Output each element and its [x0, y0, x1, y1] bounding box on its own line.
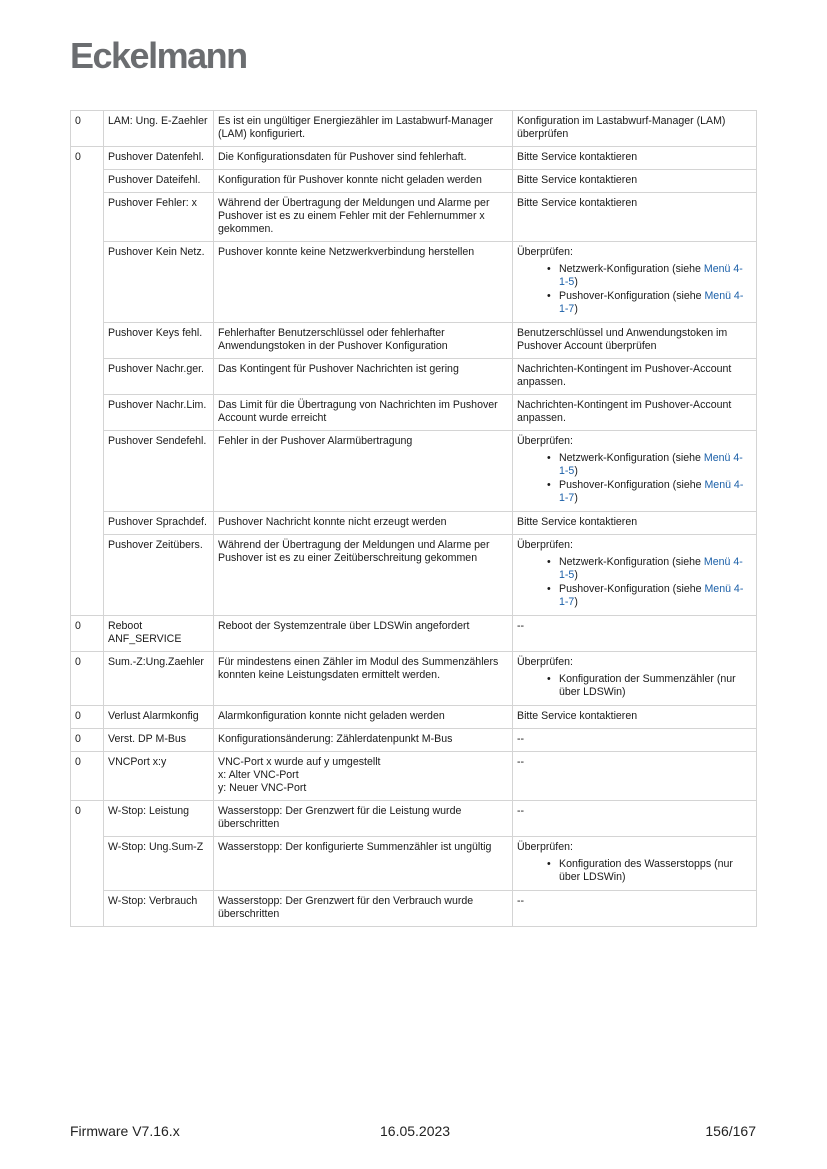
- cell-action: [513, 431, 757, 512]
- cell-message: Pushover Sprachdef.: [104, 512, 214, 535]
- cell-action: --: [513, 729, 757, 752]
- action-intro: Überprüfen:: [517, 246, 573, 258]
- cell-action: --: [513, 752, 757, 801]
- menu-link[interactable]: Menü 4-1-7: [559, 290, 744, 315]
- cell-message: Pushover Dateifehl.: [104, 170, 214, 193]
- table-row: [71, 729, 757, 752]
- cell-action: [513, 837, 757, 891]
- cell-action: --: [513, 891, 757, 927]
- table-row: [71, 395, 757, 431]
- cell-code: 0: [71, 147, 104, 616]
- cell-message: Pushover Datenfehl.: [104, 147, 214, 170]
- cell-description: Fehler in der Pushover Alarmübertragung: [214, 431, 513, 512]
- cell-description: Wasserstopp: Der Grenzwert für die Leistung wurde überschritten: [214, 801, 513, 837]
- description-line: y: Neuer VNC-Port: [218, 782, 307, 794]
- description-line: VNC-Port x wurde auf y umgestellt: [218, 756, 381, 768]
- cell-description: Reboot der Systemzentrale über LDSWin angefordert: [214, 616, 513, 652]
- cell-action: --: [513, 616, 757, 652]
- check-item: • Pushover-Konfiguration (siehe Menü 4-1-7): [559, 290, 752, 316]
- cell-description: Pushover Nachricht konnte nicht erzeugt werden: [214, 512, 513, 535]
- check-item-text: Pushover-Konfiguration: [559, 479, 670, 491]
- cell-message: Pushover Kein Netz.: [104, 242, 214, 323]
- cell-action: --: [513, 801, 757, 837]
- check-item-text: Konfiguration der Summenzähler (nur über LDSWin): [559, 673, 736, 698]
- cell-action: Bitte Service kontaktieren: [513, 706, 757, 729]
- table-row: [71, 359, 757, 395]
- cell-message: VNCPort x:y: [104, 752, 214, 801]
- check-item: • Pushover-Konfiguration (siehe Menü 4-1-7): [559, 583, 752, 609]
- cell-action: [513, 652, 757, 706]
- check-list: [517, 556, 752, 609]
- table-row: [71, 706, 757, 729]
- table-row: [71, 147, 757, 170]
- check-item-text: Netzwerk-Konfiguration: [559, 556, 670, 568]
- check-item: [559, 673, 752, 699]
- table-row: [71, 170, 757, 193]
- cell-action: Bitte Service kontaktieren: [513, 512, 757, 535]
- cell-code: 0: [71, 616, 104, 652]
- cell-message: Pushover Zeitübers.: [104, 535, 214, 616]
- cell-message: Pushover Keys fehl.: [104, 323, 214, 359]
- cell-message: Pushover Sendefehl.: [104, 431, 214, 512]
- cell-description: Pushover konnte keine Netzwerkverbindung herstellen: [214, 242, 513, 323]
- cell-description: Es ist ein ungültiger Energiezähler im Lastabwurf-Manager (LAM) konfiguriert.: [214, 111, 513, 147]
- cell-message: Reboot ANF_SERVICE: [104, 616, 214, 652]
- cell-code: 0: [71, 729, 104, 752]
- check-item: • Netzwerk-Konfiguration (siehe Menü 4-1-5): [559, 556, 752, 582]
- cell-description: Konfiguration für Pushover konnte nicht geladen werden: [214, 170, 513, 193]
- cell-action: Bitte Service kontaktieren: [513, 147, 757, 170]
- cell-action: [513, 242, 757, 323]
- link-prefix: (siehe: [672, 479, 702, 491]
- check-list: [517, 858, 752, 884]
- check-list: [517, 452, 752, 505]
- cell-message: Pushover Fehler: x: [104, 193, 214, 242]
- cell-message: W-Stop: Ung.Sum-Z: [104, 837, 214, 891]
- description-line: x: Alter VNC-Port: [218, 769, 299, 781]
- table-row: [71, 752, 757, 801]
- cell-code: 0: [71, 801, 104, 927]
- link-prefix: (siehe: [672, 452, 701, 464]
- action-intro: Überprüfen:: [517, 656, 573, 668]
- link-prefix: (siehe: [672, 290, 702, 302]
- cell-description: Wasserstopp: Der Grenzwert für den Verbrauch wurde überschritten: [214, 891, 513, 927]
- table-row: [71, 111, 757, 147]
- cell-message: LAM: Ung. E-Zaehler: [104, 111, 214, 147]
- menu-link[interactable]: Menü 4-1-5: [559, 556, 743, 581]
- cell-action: Nachrichten-Kontingent im Pushover-Account anpassen.: [513, 395, 757, 431]
- cell-action: Bitte Service kontaktieren: [513, 170, 757, 193]
- check-item-text: Netzwerk-Konfiguration: [559, 263, 670, 275]
- check-item-text: Netzwerk-Konfiguration: [559, 452, 670, 464]
- cell-message: Sum.-Z:Ung.Zaehler: [104, 652, 214, 706]
- check-item: • Netzwerk-Konfiguration (siehe Menü 4-1-5): [559, 263, 752, 289]
- cell-description: Fehlerhafter Benutzerschlüssel oder fehlerhafter Anwendungstoken in der Pushover Konfiguration: [214, 323, 513, 359]
- cell-message: W-Stop: Leistung: [104, 801, 214, 837]
- table-row: [71, 512, 757, 535]
- table-row: [71, 891, 757, 927]
- check-item: • Netzwerk-Konfiguration (siehe Menü 4-1-5): [559, 452, 752, 478]
- cell-message: Verst. DP M-Bus: [104, 729, 214, 752]
- menu-link[interactable]: Menü 4-1-7: [559, 479, 744, 504]
- menu-link[interactable]: Menü 4-1-5: [559, 452, 743, 477]
- cell-description: Die Konfigurationsdaten für Pushover sind fehlerhaft.: [214, 147, 513, 170]
- link-prefix: (siehe: [672, 556, 701, 568]
- cell-description: Für mindestens einen Zähler im Modul des Summenzählers konnten keine Leistungsdaten ermittelt werden.: [214, 652, 513, 706]
- cell-description: [214, 752, 513, 801]
- cell-message: W-Stop: Verbrauch: [104, 891, 214, 927]
- cell-description: Während der Übertragung der Meldungen und Alarme per Pushover ist es zu einem Fehler mit der Fehlernummer x gekommen.: [214, 193, 513, 242]
- cell-code: 0: [71, 111, 104, 147]
- cell-description: Alarmkonfiguration konnte nicht geladen werden: [214, 706, 513, 729]
- cell-description: Wasserstopp: Der konfigurierte Summenzähler ist ungültig: [214, 837, 513, 891]
- table-row: [71, 616, 757, 652]
- check-item: [559, 858, 752, 884]
- menu-link[interactable]: Menü 4-1-7: [559, 583, 744, 608]
- link-prefix: (siehe: [672, 583, 702, 595]
- cell-action: Nachrichten-Kontingent im Pushover-Account anpassen.: [513, 359, 757, 395]
- check-item-text: Pushover-Konfiguration: [559, 290, 670, 302]
- cell-message: Pushover Nachr.ger.: [104, 359, 214, 395]
- table-row: [71, 431, 757, 512]
- cell-description: Während der Übertragung der Meldungen und Alarme per Pushover ist es zu einer Zeitüberschreitung gekommen: [214, 535, 513, 616]
- cell-action: Konfiguration im Lastabwurf-Manager (LAM) überprüfen: [513, 111, 757, 147]
- cell-action: Bitte Service kontaktieren: [513, 193, 757, 242]
- footer-date: 16.05.2023: [380, 1123, 451, 1139]
- menu-link[interactable]: Menü 4-1-5: [559, 263, 743, 288]
- message-table: [70, 110, 757, 927]
- table-row: [71, 652, 757, 706]
- action-intro: Überprüfen:: [517, 539, 573, 551]
- footer-firmware: Firmware V7.16.x: [70, 1123, 180, 1139]
- table-row: [71, 323, 757, 359]
- table-row: [71, 535, 757, 616]
- link-prefix: (siehe: [672, 263, 701, 275]
- footer-page-number: 156/167: [705, 1123, 756, 1139]
- cell-message: Verlust Alarmkonfig: [104, 706, 214, 729]
- table-row: [71, 801, 757, 837]
- check-item: • Pushover-Konfiguration (siehe Menü 4-1-7): [559, 479, 752, 505]
- cell-code: 0: [71, 652, 104, 706]
- cell-code: 0: [71, 752, 104, 801]
- action-intro: Überprüfen:: [517, 841, 573, 853]
- action-intro: Überprüfen:: [517, 435, 573, 447]
- cell-code: 0: [71, 706, 104, 729]
- check-list: [517, 673, 752, 699]
- cell-action: [513, 535, 757, 616]
- table-row: [71, 837, 757, 891]
- check-list: [517, 263, 752, 316]
- table-row: [71, 242, 757, 323]
- table-row: [71, 193, 757, 242]
- cell-description: Das Kontingent für Pushover Nachrichten ist gering: [214, 359, 513, 395]
- check-item-text: Pushover-Konfiguration: [559, 583, 670, 595]
- cell-action: Benutzerschlüssel und Anwendungstoken im Pushover Account überprüfen: [513, 323, 757, 359]
- cell-description: Das Limit für die Übertragung von Nachrichten im Pushover Account wurde erreicht: [214, 395, 513, 431]
- eckelmann-logo: Eckelmann: [70, 35, 247, 76]
- check-item-text: Konfiguration des Wasserstopps (nur über LDSWin): [559, 858, 733, 883]
- cell-description: Konfigurationsänderung: Zählerdatenpunkt M-Bus: [214, 729, 513, 752]
- cell-message: Pushover Nachr.Lim.: [104, 395, 214, 431]
